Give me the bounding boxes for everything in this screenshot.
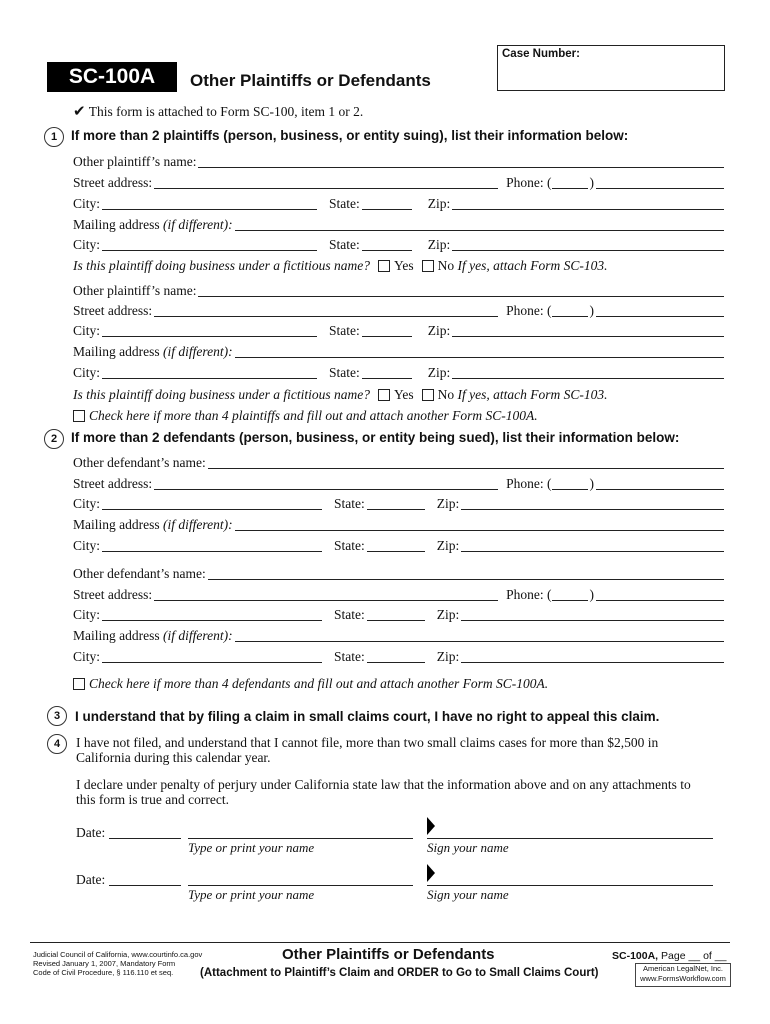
sign-arrow-icon [427, 817, 435, 835]
section-4-line-2: California during this calendar year. [76, 750, 271, 765]
plaintiff-1-phone-field[interactable] [596, 175, 724, 189]
more-defendants-row: Check here if more than 4 defendants and fill out and attach another Form SC-100A. [73, 673, 726, 691]
plaintiff-2-mail-city-field[interactable] [102, 365, 317, 379]
defendant-1-mail-city-row: City: State: Zip: [73, 535, 726, 553]
plaintiff-2-no-checkbox[interactable] [422, 389, 434, 401]
defendant-1-mailing-field[interactable] [235, 517, 724, 531]
plaintiff-1-mail-state-field[interactable] [362, 237, 412, 251]
defendant-2-state-field[interactable] [367, 607, 425, 621]
plaintiff-2-area-code-field[interactable] [552, 303, 588, 317]
footer-subtitle: (Attachment to Plaintiff’s Claim and ORDER to Go to Small Claims Court) [200, 967, 599, 979]
defendant-1-state-field[interactable] [367, 496, 425, 510]
section-1-heading: If more than 2 plaintiffs (person, business, or entity suing), list their information below: [71, 128, 629, 143]
sign-name-caption-1: Sign your name [427, 840, 509, 855]
defendant-2-street-field[interactable] [154, 587, 498, 601]
plaintiff-2-fictitious-row: Is this plaintiff doing business under a fictitious name? Yes No If yes, attach Form SC-103. [73, 387, 608, 402]
plaintiff-1-street-row: Street address: Phone: ( ) [73, 172, 726, 190]
defendant-1-city-row: City: State: Zip: [73, 493, 726, 511]
section-number-4: 4 [47, 734, 67, 754]
defendant-2-mail-city-row: City: State: Zip: [73, 646, 726, 664]
print-name-field-2[interactable] [188, 885, 413, 886]
plaintiff-1-yes-checkbox[interactable] [378, 260, 390, 272]
footer-divider [30, 942, 730, 943]
plaintiff-2-mail-zip-field[interactable] [452, 365, 724, 379]
plaintiff-1-no-checkbox[interactable] [422, 260, 434, 272]
plaintiff-2-name-row: Other plaintiff’s name: [73, 280, 726, 298]
plaintiff-1-street-field[interactable] [154, 175, 498, 189]
plaintiff-2-mail-state-field[interactable] [362, 365, 412, 379]
defendant-2-mail-city-field[interactable] [102, 649, 322, 663]
defendant-2-street-row: Street address: Phone: ( ) [73, 584, 726, 602]
plaintiff-2-name-field[interactable] [198, 283, 724, 297]
more-defendants-checkbox[interactable] [73, 678, 85, 690]
signature-field-1[interactable] [427, 838, 713, 839]
plaintiff-1-city-field[interactable] [102, 196, 317, 210]
plaintiff-2-yes-checkbox[interactable] [378, 389, 390, 401]
section-number-1: 1 [44, 127, 64, 147]
defendant-1-name-field[interactable] [208, 455, 724, 469]
sign-arrow-icon [427, 864, 435, 882]
print-name-caption-2: Type or print your name [188, 887, 315, 902]
plaintiff-1-mailing-field[interactable] [235, 217, 724, 231]
defendant-1-street-row: Street address: Phone: ( ) [73, 473, 726, 491]
section-3-text: I understand that by filing a claim in small claims court, I have no right to appeal this claim. [75, 709, 660, 724]
defendant-1-mail-zip-field[interactable] [461, 538, 724, 552]
defendant-1-area-code-field[interactable] [552, 476, 588, 490]
plaintiff-1-mailing-row: Mailing address (if different): [73, 214, 726, 232]
publisher-box: American LegalNet, Inc. www.FormsWorkflow.com [635, 963, 731, 987]
plaintiff-1-zip-field[interactable] [452, 196, 724, 210]
plaintiff-2-street-field[interactable] [154, 303, 498, 317]
declaration-line-1: I declare under penalty of perjury under California state law that the information above and on any attachments to [76, 777, 691, 792]
attached-note-row [73, 102, 363, 121]
footer-source-2: Revised January 1, 2007, Mandatory Form [33, 959, 176, 968]
plaintiff-2-city-row: City: State: Zip: [73, 320, 726, 338]
defendant-2-mailing-row: Mailing address (if different): [73, 625, 726, 643]
form-title: Other Plaintiffs or Defendants [190, 71, 431, 90]
plaintiff-2-state-field[interactable] [362, 323, 412, 337]
defendant-2-phone-field[interactable] [596, 587, 724, 601]
date-field-2[interactable] [109, 885, 181, 886]
footer-page: SC-100A, Page __ of __ [612, 950, 727, 962]
more-plaintiffs-checkbox[interactable] [73, 410, 85, 422]
plaintiff-2-street-row: Street address: Phone: ( ) [73, 300, 726, 318]
defendant-2-city-field[interactable] [102, 607, 322, 621]
plaintiff-2-zip-field[interactable] [452, 323, 724, 337]
defendant-1-mail-state-field[interactable] [367, 538, 425, 552]
sign-name-caption-2: Sign your name [427, 887, 509, 902]
defendant-1-phone-field[interactable] [596, 476, 724, 490]
defendant-1-city-field[interactable] [102, 496, 322, 510]
plaintiff-2-mail-city-row: City: State: Zip: [73, 362, 726, 380]
defendant-2-mail-state-field[interactable] [367, 649, 425, 663]
footer-source-1: Judicial Council of California, www.courtinfo.ca.gov [33, 950, 203, 959]
plaintiff-1-mail-city-row: City: State: Zip: [73, 234, 726, 252]
print-name-caption-1: Type or print your name [188, 840, 315, 855]
defendant-1-name-row: Other defendant’s name: [73, 452, 726, 470]
attached-note: This form is attached to Form SC-100, item 1 or 2. [88, 104, 364, 119]
defendant-2-zip-field[interactable] [461, 607, 724, 621]
section-number-3: 3 [47, 706, 67, 726]
defendant-2-name-row: Other defendant’s name: [73, 563, 726, 581]
defendant-2-name-field[interactable] [208, 566, 724, 580]
section-4-line-1: I have not filed, and understand that I cannot file, more than two small claims cases for more than $2,500 in [76, 735, 659, 750]
defendant-1-street-field[interactable] [154, 476, 498, 490]
section-2-heading: If more than 2 defendants (person, business, or entity being sued), list their information below: [71, 430, 680, 445]
plaintiff-2-mailing-row: Mailing address (if different): [73, 341, 726, 359]
plaintiff-1-name-field[interactable] [198, 154, 724, 168]
defendant-2-mail-zip-field[interactable] [461, 649, 724, 663]
plaintiff-1-mail-city-field[interactable] [102, 237, 317, 251]
defendant-2-city-row: City: State: Zip: [73, 604, 726, 622]
signature-field-2[interactable] [427, 885, 713, 886]
plaintiff-1-name-row: Other plaintiff’s name: [73, 151, 726, 169]
date-field-1[interactable] [109, 838, 181, 839]
plaintiff-1-city-row: City: State: Zip: [73, 193, 726, 211]
defendant-1-zip-field[interactable] [461, 496, 724, 510]
form-id-badge: SC-100A [47, 62, 177, 92]
plaintiff-2-phone-field[interactable] [596, 303, 724, 317]
footer-title: Other Plaintiffs or Defendants [282, 946, 495, 963]
print-name-field-1[interactable] [188, 838, 413, 839]
defendant-1-mail-city-field[interactable] [102, 538, 322, 552]
defendant-2-area-code-field[interactable] [552, 587, 588, 601]
footer-source-3: Code of Civil Procedure, § 116.110 et seq. [33, 968, 174, 977]
plaintiff-2-city-field[interactable] [102, 323, 317, 337]
case-number-label: Case Number: [502, 48, 580, 60]
more-plaintiffs-row: Check here if more than 4 plaintiffs and fill out and attach another Form SC-100A. [73, 405, 726, 423]
defendant-1-mailing-row: Mailing address (if different): [73, 514, 726, 532]
defendant-2-mailing-field[interactable] [235, 628, 724, 642]
section-number-2: 2 [44, 429, 64, 449]
plaintiff-1-mail-zip-field[interactable] [452, 237, 724, 251]
date-label-2: Date: [76, 872, 106, 887]
date-label-1: Date: [76, 825, 106, 840]
plaintiff-1-fictitious-row: Is this plaintiff doing business under a fictitious name? Yes No If yes, attach Form SC-103. [73, 258, 608, 273]
check-mark-icon: ✔ [73, 104, 86, 120]
plaintiff-1-area-code-field[interactable] [552, 175, 588, 189]
plaintiff-1-state-field[interactable] [362, 196, 412, 210]
plaintiff-2-mailing-field[interactable] [235, 344, 724, 358]
declaration-line-2: this form is true and correct. [76, 792, 229, 807]
